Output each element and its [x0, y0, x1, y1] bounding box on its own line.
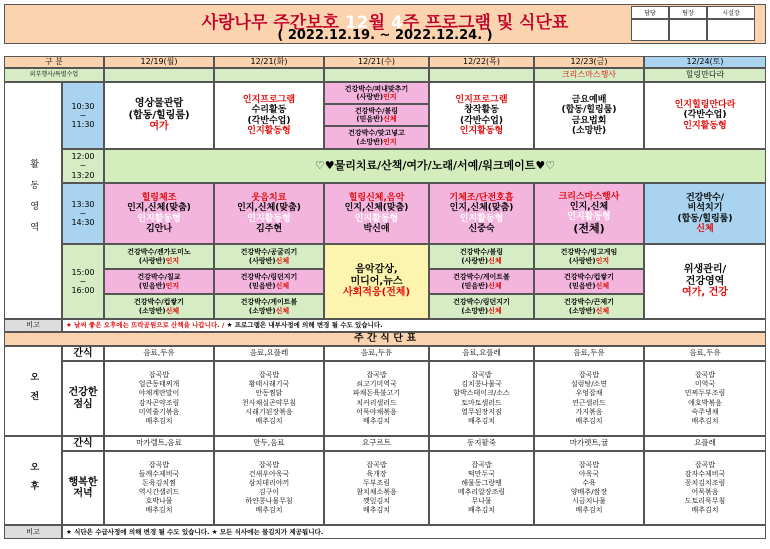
approval-team-lead: 팀장 — [669, 6, 707, 19]
am-meal-wed: 잡곡밥 쇠고기미역국 파채돈육불고기 치커리샐러드 어묵야채볶음 배추김치 — [324, 361, 429, 436]
am-snack-sat: 음료,두유 — [644, 346, 766, 361]
s4-fri-sarang: 건강박수/빙고게임 (사랑반)인지 — [534, 244, 644, 269]
s4-mon-somang: 건강박수/컵쌓기 (소망반)신체 — [104, 294, 214, 319]
pm-meal-label: 행복한 저녁 — [62, 451, 104, 525]
pm-snack-tue: 만두,음료 — [214, 436, 324, 451]
s1-sat: 인지힐링만다라 (각반수업) 인지활동형 — [644, 82, 766, 149]
am-snack-label: 간식 — [62, 346, 104, 361]
am-meal-mon: 잡곡밥 얼큰동태찌개 야채계란말이 감자곤약조림 미역줄기볶음 배추김치 — [104, 361, 214, 436]
s4-fri-somang: 건강박수/끈제기 (소망반)신체 — [534, 294, 644, 319]
s4-tue-sarang: 건강박수/공굴리기 (사랑반)신체 — [214, 244, 324, 269]
s1-mon: 영상물관람 (합동/힐링룸) 여가 — [104, 82, 214, 149]
s3-mon: 힐링체조 인지,신체(맞춤) 인지활동형 김안나 — [104, 183, 214, 244]
day-header-fri: 12/23(금) — [534, 56, 644, 68]
time-slot-4: 15:00 ~ 16:00 — [62, 244, 104, 319]
s1-wed-sarang: 건강박수/퍼내맞추기 (사랑반)인지 — [324, 82, 429, 104]
pm-meal-fri: 잡곡밥 아욱국 수육 양배추/쌈장 시금치나물 배추김치 — [534, 451, 644, 525]
am-snack-wed: 음료,두유 — [324, 346, 429, 361]
s4-thu-sarang: 건강박수/볼링 (사랑반)신체 — [429, 244, 534, 269]
outing-sat: 힐링만다라 — [644, 68, 766, 82]
approval-sign-box — [631, 19, 669, 41]
am-snack-fri: 음료,두유 — [534, 346, 644, 361]
period: ( 2022.12.19. ~ 2022.12.24. ) — [277, 28, 493, 43]
page-title: 사랑나무 주간보호 12월 4주 프로그램 및 식단표 — [201, 13, 569, 33]
outing-thu — [429, 68, 534, 82]
am-meal-fri: 잡곡밥 설렁탕/소면 우엉잡채 연근샐러드 가지볶음 배추김치 — [534, 361, 644, 436]
s4-tue-mideum: 건강박수/링던지기 (믿음반)신체 — [214, 269, 324, 294]
s1-fri: 금요예배 (합동/힐링룸) 금요법회 (소망반) — [534, 82, 644, 149]
s3-wed: 힐링신체,음악 인지,신체(맞춤) 인지활동형 박신애 — [324, 183, 429, 244]
outing-tue — [214, 68, 324, 82]
pm-meal-tue: 잡곡밥 건새우아욱국 삼치데리야끼 김구이 하얀콩나물무침 배추김치 — [214, 451, 324, 525]
am-meal-thu: 잡곡밥 김치콩나물국 함박스테이크/소스 토마토샐러드 열무된장지짐 배추김치 — [429, 361, 534, 436]
s1-tue: 인지프로그램 수리활동 (각반수업) 인지활동형 — [214, 82, 324, 149]
s4-thu-mideum: 건강박수/게이트볼 (믿음반)신체 — [429, 269, 534, 294]
s3-tue: 웃음치료 인지,신체(맞춤) 인지활동형 김주현 — [214, 183, 324, 244]
s3-sat: 건강박수/ 비석치기 (합동/힐링룸) 신체 — [644, 183, 766, 244]
program-sheet — [4, 4, 766, 541]
day-header-wed: 12/21(수) — [324, 56, 429, 68]
pm-meal-thu: 잡곡밥 떡만두국 해물동그랑땡 메추리알장조림 무나물 배추김치 — [429, 451, 534, 525]
gubun-header: 구 분 — [4, 56, 104, 68]
note2-label: 비고 — [4, 525, 62, 539]
s1-wed-mideum: 건강박수/볼링 (믿음반)신체 — [324, 104, 429, 126]
pm-snack-mon: 마가렐트,음료 — [104, 436, 214, 451]
note1-label: 비고 — [4, 319, 62, 332]
time-slot-3: 13:30 ~ 14:30 — [62, 183, 104, 244]
outing-wed — [324, 68, 429, 82]
s1-wed-somang: 건강박수/맞고넣고 (소망반)인지 — [324, 126, 429, 149]
am-meal-sat: 잡곡밥 미역국 민찌두부조림 애호박볶음 숙주냉채 배추김치 — [644, 361, 766, 436]
note1-text: ★ 날씨 좋은 오후에는 뜨락공원으로 산책을 나갑니다. / ★ 프로그램은 내부사정에 의해 변경 될 수도 있습니다. — [62, 319, 766, 332]
am-meal-tue: 잡곡밥 황태시래기국 안동찜닭 천사채실곤약무침 시래기된장볶음 배추김치 — [214, 361, 324, 436]
pm-meal-mon: 잡곡밥 들깨수제비국 돈육김치찜 역시간샐러드 호박나물 배추김치 — [104, 451, 214, 525]
am-meal-label: 건강한 점심 — [62, 361, 104, 436]
pm-label: 오후 — [4, 436, 62, 525]
note2-text: ★ 식단은 수급사정에 의해 변경 될 수도 있습니다. ★ 모든 식사에는 물김치가 제공됩니다. — [62, 525, 766, 539]
s4-mon-mideum: 건강박수/칠교 (믿음반)인지 — [104, 269, 214, 294]
time-slot-2: 12:00 ~ 13:20 — [62, 149, 104, 183]
approval-sign-box — [707, 19, 755, 41]
outing-fri: 크리스마스행사 — [534, 68, 644, 82]
pm-snack-label: 간식 — [62, 436, 104, 451]
day-header-mon: 12/19(월) — [104, 56, 214, 68]
s4-tue-somang: 건강박수/게이트볼 (소망반)신체 — [214, 294, 324, 319]
activity-area-label: 활동영역 — [4, 82, 62, 319]
day-header-tue: 12/21(화) — [214, 56, 324, 68]
pm-snack-sat: 요플레 — [644, 436, 766, 451]
outing-label: 외부행사/특별수업 — [4, 68, 104, 82]
s3-fri: 크리스마스행사 인지,신체 인지활동형 (전체) — [534, 183, 644, 244]
s3-thu: 기체조/단전호흡 인지,신체(맞춤) 인지활동형 신중숙 — [429, 183, 534, 244]
am-snack-thu: 음료,요플레 — [429, 346, 534, 361]
s4-thu-somang: 건강박수/링던지기 (소망반)신체 — [429, 294, 534, 319]
pm-snack-fri: 마가렛트,귤 — [534, 436, 644, 451]
s4-mon-sarang: 건강박수/젠가도미노 (사랑반)인지 — [104, 244, 214, 269]
s4-fri-mideum: 건강박수/컵쌓기 (믿음반)신체 — [534, 269, 644, 294]
menu-title: 주 간 식 단 표 — [4, 332, 766, 346]
approval-director: 시설장 — [707, 6, 755, 19]
pm-snack-wed: 요구르트 — [324, 436, 429, 451]
s1-thu: 인지프로그램 창작활동 (각반수업) 인지활동형 — [429, 82, 534, 149]
am-snack-mon: 음료,두유 — [104, 346, 214, 361]
am-snack-tue: 음료,요플레 — [214, 346, 324, 361]
approval-sign-box — [669, 19, 707, 41]
pm-meal-sat: 잡곡밥 감자수제비국 꽁치김치조림 어묵볶음 도토리묵무침 배추김치 — [644, 451, 766, 525]
day-header-thu: 12/22(목) — [429, 56, 534, 68]
pm-meal-wed: 잡곡밥 육개장 두부조림 참치채소볶음 깻잎김치 배추김치 — [324, 451, 429, 525]
time-slot-1: 10:30 ~ 11:30 — [62, 82, 104, 149]
day-header-sat: 12/24(토) — [644, 56, 766, 68]
s4-wed: 음악감상, 미디어,뉴스 사회적응(전체) — [324, 244, 429, 319]
lunch-activity-banner: ♡♥물리치료/산책/여가/노래/서예/워크메이트♥♡ — [104, 149, 766, 183]
approval-staff: 담당 — [631, 6, 669, 19]
s4-sat: 위생관리/ 건강영역 여가, 건강 — [644, 244, 766, 319]
am-label: 오전 — [4, 346, 62, 436]
pm-snack-thu: 동지팥죽 — [429, 436, 534, 451]
outing-mon — [104, 68, 214, 82]
